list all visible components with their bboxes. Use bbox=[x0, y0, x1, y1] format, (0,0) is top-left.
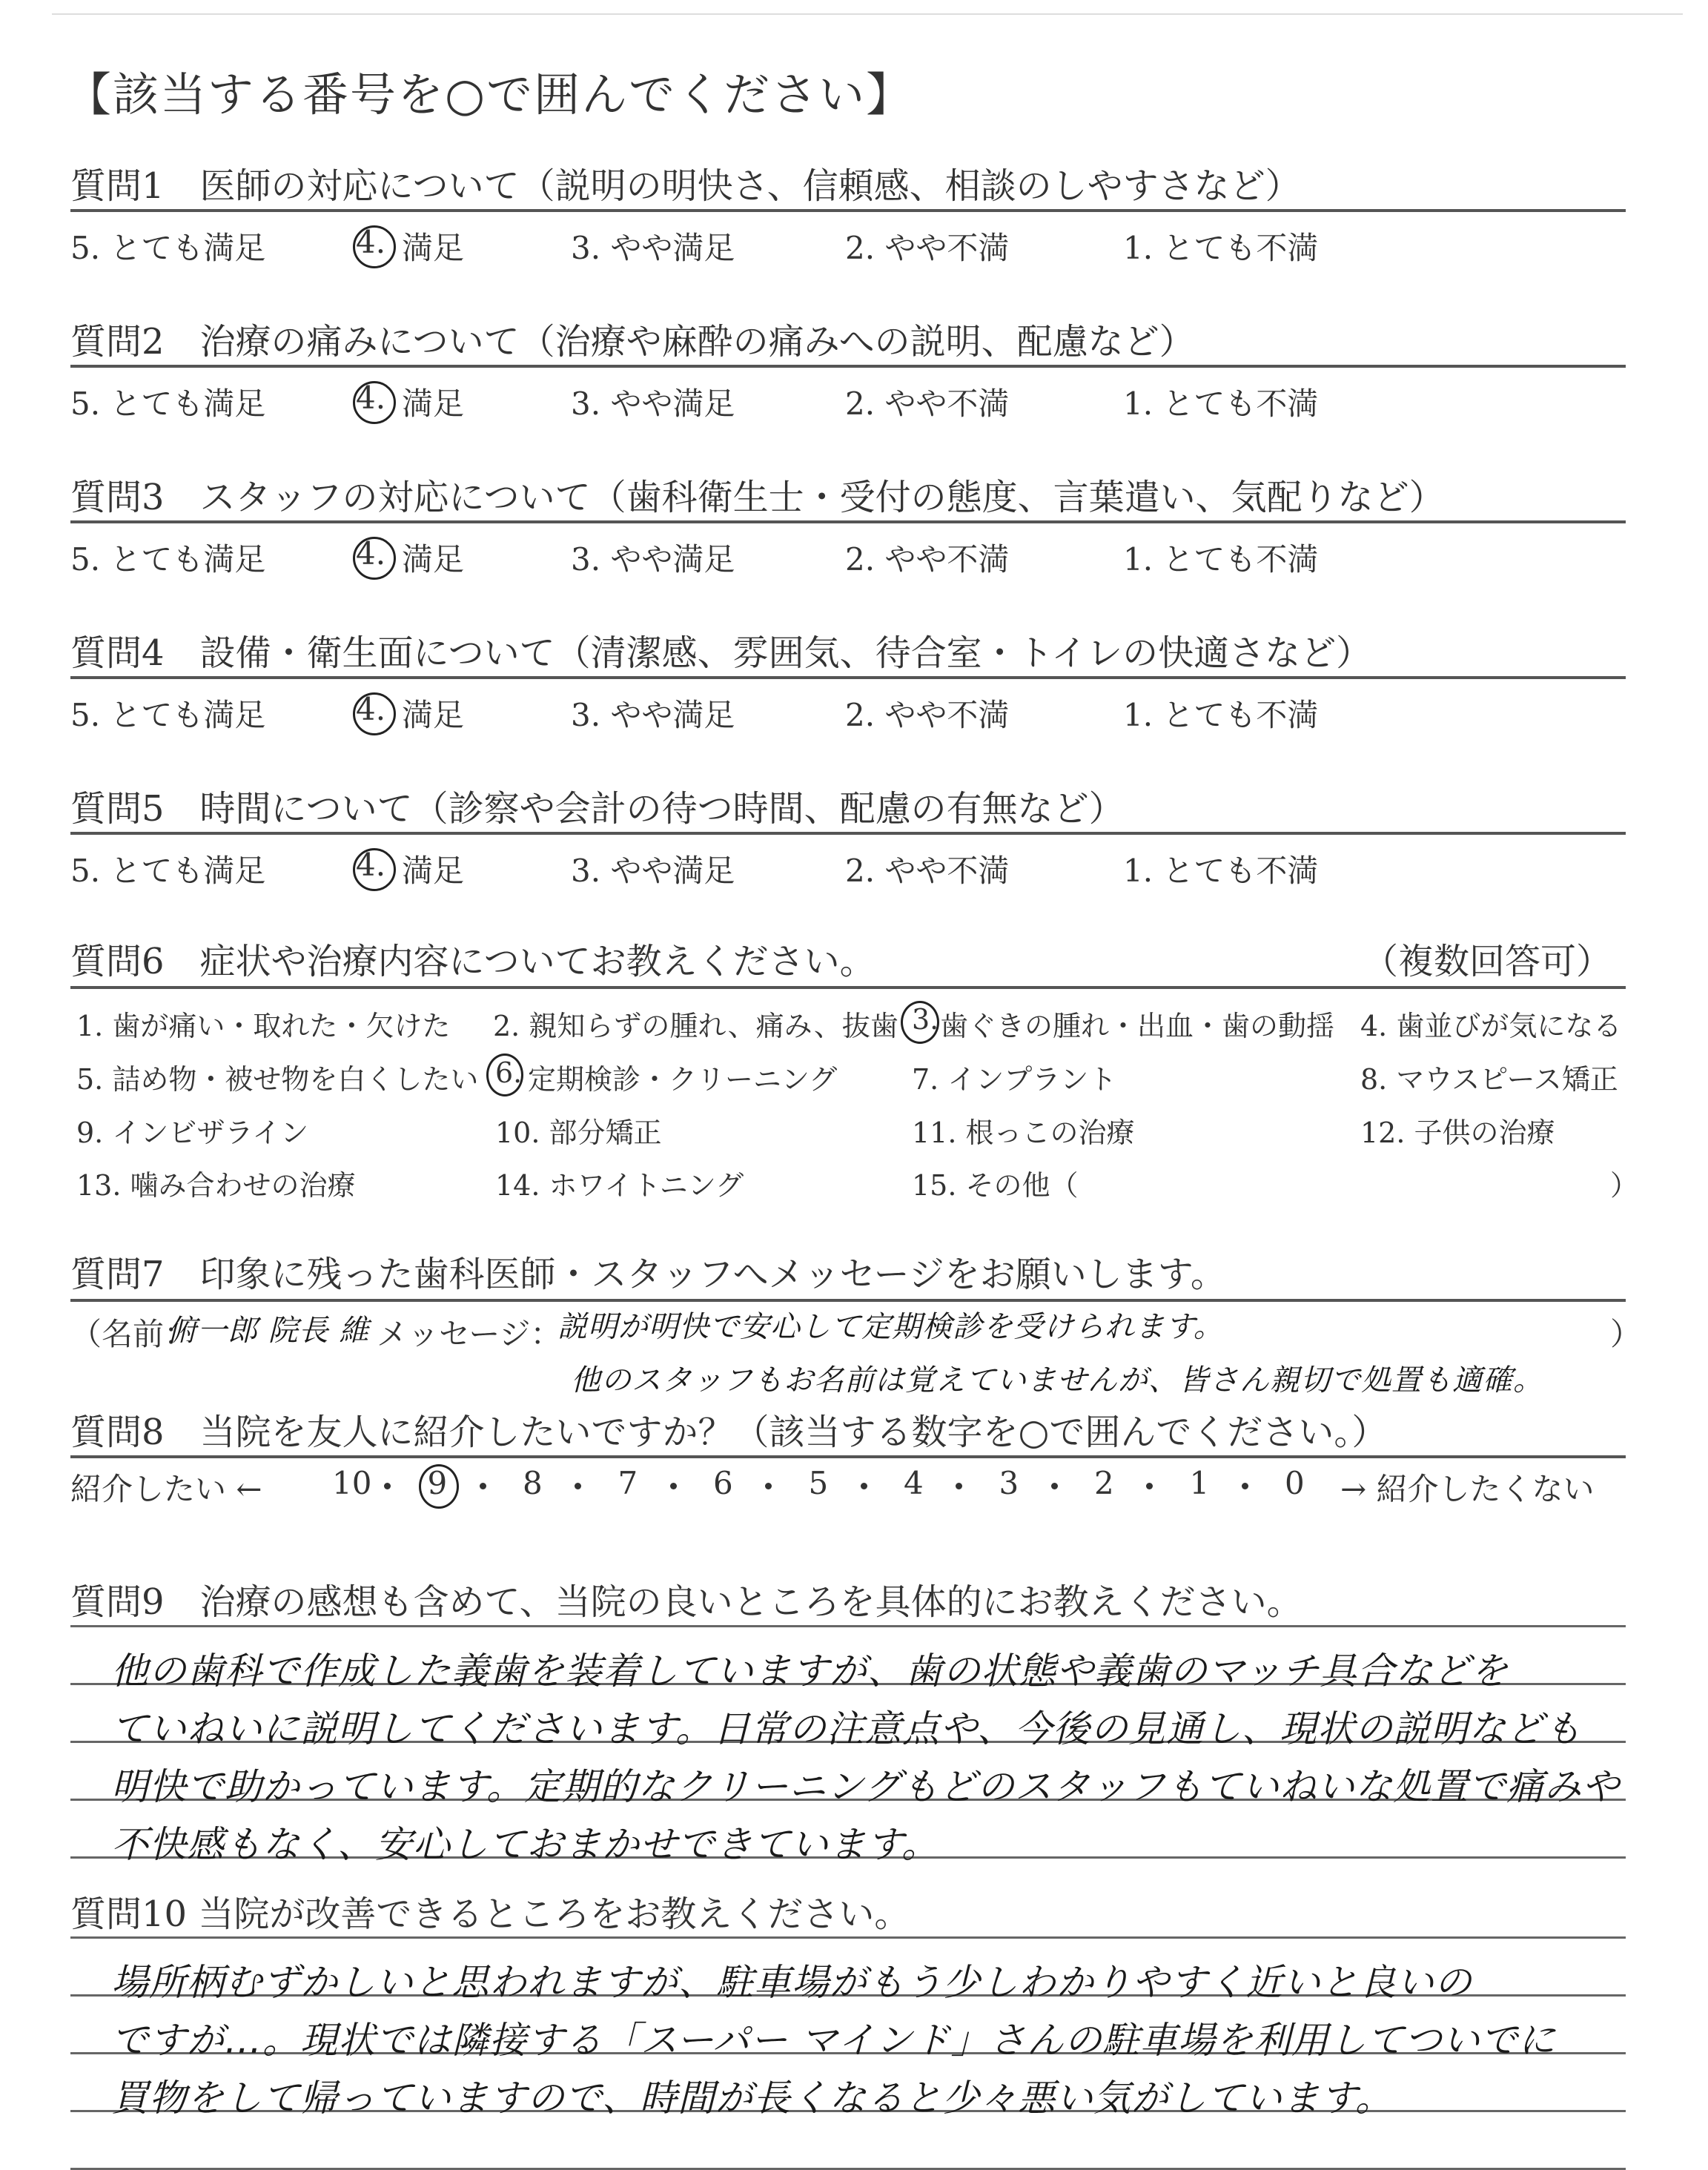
q6-item-3[interactable]: 歯ぐきの腫れ・出血・歯の動揺 bbox=[940, 1010, 1335, 1042]
q4-option-very-satisfied[interactable]: 5. とても満足 bbox=[70, 697, 266, 733]
q6-item-1[interactable]: 1. 歯が痛い・取れた・欠けた bbox=[76, 1010, 451, 1042]
q3-option-somewhat-satisfied[interactable]: 3. やや満足 bbox=[571, 541, 735, 578]
q6-item-6-num[interactable]: 6. bbox=[495, 1056, 523, 1089]
q7-message-label: メッセージ： bbox=[377, 1316, 562, 1352]
q6-item-5[interactable]: 5. 詰め物・被せ物を白くしたい bbox=[76, 1063, 479, 1096]
q3-option-satisfied-num[interactable]: 4. bbox=[356, 535, 386, 572]
q8-rule bbox=[70, 1455, 1626, 1458]
q8-scale-1[interactable]: 1 bbox=[1189, 1465, 1210, 1501]
q6-item-4[interactable]: 4. 歯並びが気になる bbox=[1360, 1010, 1622, 1042]
q9-answer-line: 他の歯科で作成した義歯を装着していますが、歯の状態や義歯のマッチ具合などを bbox=[111, 1650, 1509, 1693]
q8-label: 質問8 当院を友人に紹介したいですか？（該当する数字を○で囲んでください。） bbox=[70, 1412, 1388, 1453]
q6-item-7[interactable]: 7. インプラント bbox=[912, 1063, 1117, 1096]
q6-item-14[interactable]: 14. ホワイトニング bbox=[495, 1169, 744, 1202]
q4-option-very-unsatisfied[interactable]: 1. とても不満 bbox=[1123, 697, 1319, 733]
q2-option-somewhat-satisfied[interactable]: 3. やや満足 bbox=[571, 386, 735, 422]
q9-ruled-line bbox=[70, 1625, 1626, 1627]
q3-option-very-satisfied[interactable]: 5. とても満足 bbox=[70, 541, 266, 578]
q8-scale-10[interactable]: 10 bbox=[332, 1465, 372, 1501]
q6-item-3-selected-circle bbox=[901, 1001, 939, 1044]
q5-option-very-unsatisfied[interactable]: 1. とても不満 bbox=[1123, 853, 1319, 889]
q5-option-very-satisfied[interactable]: 5. とても満足 bbox=[70, 853, 266, 889]
q8-scale-dot bbox=[956, 1483, 962, 1489]
q7-message-line1: 説明が明快で安心して定期検診を受けられます。 bbox=[557, 1310, 1224, 1344]
q3-rule bbox=[70, 520, 1626, 523]
q5-option-somewhat-satisfied[interactable]: 3. やや満足 bbox=[571, 853, 735, 889]
q8-scale-2[interactable]: 2 bbox=[1094, 1465, 1114, 1501]
q4-option-somewhat-satisfied[interactable]: 3. やや満足 bbox=[571, 697, 735, 733]
q5-option-satisfied-num[interactable]: 4. bbox=[356, 847, 386, 883]
q4-option-satisfied-num[interactable]: 4. bbox=[356, 691, 386, 727]
q5-selected-circle bbox=[353, 848, 396, 891]
q6-rule bbox=[70, 986, 1626, 989]
q1-option-satisfied-num[interactable]: 4. bbox=[356, 224, 386, 260]
q9-answer-line: 明快で助かっています。定期的なクリーニングもどのスタッフもていねいな処置で痛みや bbox=[111, 1765, 1620, 1808]
q8-scale-3[interactable]: 3 bbox=[999, 1465, 1019, 1501]
q8-left-label: 紹介したい ← bbox=[70, 1471, 262, 1507]
q4-label: 質問4 設備・衛生面について（清潔感、雰囲気、待合室・トイレの快適さなど） bbox=[70, 632, 1372, 674]
q8-scale-9[interactable]: 9 bbox=[427, 1465, 448, 1501]
q7-message-line2: 他のスタッフもお名前は覚えていませんが、皆さん親切で処置も適確。 bbox=[571, 1363, 1543, 1397]
q2-rule bbox=[70, 365, 1626, 368]
q7-label: 質問7 印象に残った歯科医師・スタッフへメッセージをお願いします。 bbox=[70, 1254, 1226, 1295]
q6-item-3-num[interactable]: 3. bbox=[912, 1003, 939, 1036]
q8-scale-dot bbox=[1242, 1483, 1248, 1489]
q6-item-6[interactable]: 定期検診・クリーニング bbox=[528, 1063, 838, 1096]
q3-label: 質問3 スタッフの対応について（歯科衛生士・受付の態度、言葉遣い、気配りなど） bbox=[70, 477, 1445, 518]
q1-label: 質問1 医師の対応について（説明の明快さ、信頼感、相談のしやすさなど） bbox=[70, 165, 1301, 207]
q5-option-somewhat-unsatisfied[interactable]: 2. やや不満 bbox=[845, 853, 1010, 889]
q6-item-2[interactable]: 2. 親知らずの腫れ、痛み、抜歯 bbox=[493, 1010, 898, 1042]
q8-scale-7[interactable]: 7 bbox=[618, 1465, 638, 1501]
q6-label: 質問6 症状や治療内容についてお教えください。 bbox=[70, 941, 875, 982]
q6-item-15[interactable]: 15. その他（ bbox=[912, 1169, 1079, 1202]
q2-option-very-satisfied[interactable]: 5. とても満足 bbox=[70, 386, 266, 422]
q5-option-satisfied[interactable]: 満足 bbox=[402, 853, 465, 889]
q1-rule bbox=[70, 209, 1626, 212]
top-border bbox=[52, 13, 1683, 15]
q2-option-satisfied[interactable]: 満足 bbox=[402, 386, 465, 422]
q8-scale-dot bbox=[480, 1483, 486, 1489]
q6-item-13[interactable]: 13. 噛み合わせの治療 bbox=[76, 1169, 356, 1202]
q6-item-11[interactable]: 11. 根っこの治療 bbox=[912, 1117, 1135, 1149]
q2-option-satisfied-num[interactable]: 4. bbox=[356, 380, 386, 416]
q8-selected-circle bbox=[419, 1464, 459, 1509]
q8-scale-dot bbox=[575, 1483, 581, 1489]
q8-scale-4[interactable]: 4 bbox=[904, 1465, 924, 1501]
q8-scale-dot bbox=[1146, 1483, 1153, 1489]
q7-name-value: 俯一郎 院長 維 bbox=[167, 1314, 370, 1348]
q9-label: 質問9 治療の感想も含めて、当院の良いところを具体的にお教えください。 bbox=[70, 1581, 1302, 1623]
q8-scale-dot bbox=[861, 1483, 867, 1489]
q8-scale-dot bbox=[384, 1483, 391, 1489]
q9-answer-line: 不快感もなく、安心しておまかせできています。 bbox=[111, 1823, 939, 1866]
q5-label: 質問5 時間について（診察や会計の待つ時間、配慮の有無など） bbox=[70, 788, 1125, 830]
q7-name-label: （名前： bbox=[70, 1316, 196, 1352]
q2-option-somewhat-unsatisfied[interactable]: 2. やや不満 bbox=[845, 386, 1010, 422]
q4-option-somewhat-unsatisfied[interactable]: 2. やや不満 bbox=[845, 697, 1010, 733]
q4-selected-circle bbox=[353, 692, 396, 735]
q4-option-satisfied[interactable]: 満足 bbox=[402, 697, 465, 733]
q8-scale-dot bbox=[670, 1483, 677, 1489]
q1-option-very-unsatisfied[interactable]: 1. とても不満 bbox=[1123, 230, 1319, 266]
q8-scale-0[interactable]: 0 bbox=[1285, 1465, 1305, 1501]
q9-answer-line: ていねいに説明してくださいます。日常の注意点や、今後の見通し、現状の説明なども bbox=[111, 1707, 1582, 1750]
q8-scale-5[interactable]: 5 bbox=[808, 1465, 829, 1501]
q6-item-9[interactable]: 9. インビザライン bbox=[76, 1117, 309, 1149]
q5-rule bbox=[70, 832, 1626, 835]
q10-answer-line: 買物をして帰っていますので、時間が長くなると少々悪い気がしています。 bbox=[111, 2077, 1393, 2120]
q3-selected-circle bbox=[353, 537, 396, 580]
q8-scale-dot bbox=[1051, 1483, 1058, 1489]
q4-rule bbox=[70, 676, 1626, 679]
q2-option-very-unsatisfied[interactable]: 1. とても不満 bbox=[1123, 386, 1319, 422]
q7-close-paren: ） bbox=[1610, 1316, 1642, 1352]
q8-scale-8[interactable]: 8 bbox=[523, 1465, 543, 1501]
q1-option-somewhat-unsatisfied[interactable]: 2. やや不満 bbox=[845, 230, 1010, 266]
q2-label: 質問2 治療の痛みについて（治療や麻酔の痛みへの説明、配慮など） bbox=[70, 321, 1195, 363]
q8-scale-dot bbox=[765, 1483, 772, 1489]
q6-item-12[interactable]: 12. 子供の治療 bbox=[1360, 1117, 1555, 1149]
q3-option-somewhat-unsatisfied[interactable]: 2. やや不満 bbox=[845, 541, 1010, 578]
q8-scale-6[interactable]: 6 bbox=[713, 1465, 733, 1501]
q10-label: 質問10 当院が改善できるところをお教えください。 bbox=[70, 1893, 910, 1935]
page-title: 【該当する番号を○で囲んでください】 bbox=[65, 67, 914, 122]
q1-option-somewhat-satisfied[interactable]: 3. やや満足 bbox=[571, 230, 735, 266]
q1-option-satisfied[interactable]: 満足 bbox=[402, 230, 465, 266]
q3-option-very-unsatisfied[interactable]: 1. とても不満 bbox=[1123, 541, 1319, 578]
q6-item-8[interactable]: 8. マウスピース矯正 bbox=[1360, 1063, 1618, 1096]
q10-ruled-line bbox=[70, 1936, 1626, 1939]
q2-selected-circle bbox=[353, 381, 396, 424]
q6-item-15-close: ） bbox=[1610, 1169, 1639, 1202]
q7-rule bbox=[70, 1299, 1626, 1302]
q8-right-label: → 紹介したくない bbox=[1340, 1471, 1595, 1507]
q10-answer-line: ですが…。現状では隣接する「スーパー マインド」さんの駐車場を利用してついでに bbox=[111, 2019, 1556, 2062]
q6-item-10[interactable]: 10. 部分矯正 bbox=[495, 1117, 662, 1149]
q1-option-very-satisfied[interactable]: 5. とても満足 bbox=[70, 230, 266, 266]
q6-note: （複数回答可） bbox=[1363, 941, 1612, 982]
q10-answer-line: 場所柄むずかしいと思われますが、駐車場がもう少しわかりやすく近いと良いの bbox=[111, 1961, 1472, 2004]
q1-selected-circle bbox=[353, 225, 396, 268]
q6-item-6-selected-circle bbox=[486, 1053, 523, 1096]
q3-option-satisfied[interactable]: 満足 bbox=[402, 541, 465, 578]
